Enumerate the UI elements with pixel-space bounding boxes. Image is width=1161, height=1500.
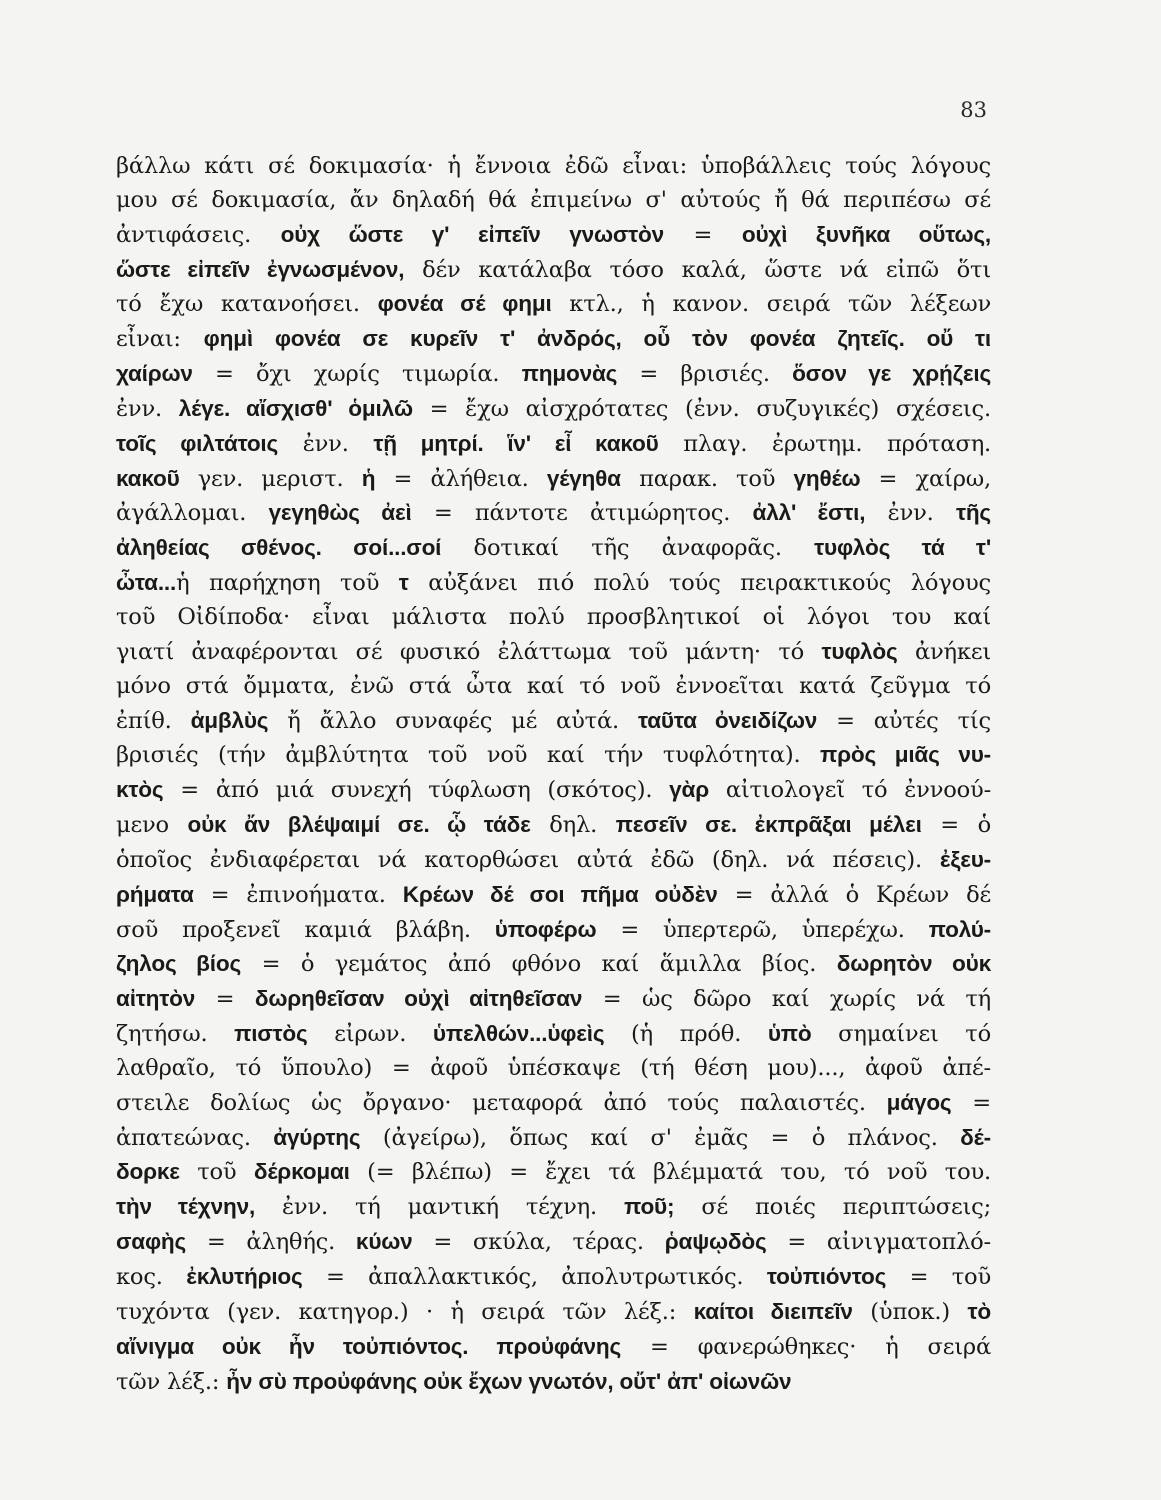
text-line <box>116 392 991 427</box>
lemma-term: οὐχ ὥστε γ' εἰπεῖν γνωστὸν <box>280 221 665 247</box>
gloss-text: τό ἔχω κατανοήσει. <box>116 291 378 318</box>
gloss-text: λαθραῖο, τό ὕπουλο) = ἀφοῦ ὑπέσκαψε (τή θέση μου)..., ἀφοῦ ἀπέ- <box>116 1054 991 1081</box>
gloss-text: = ὡς δῶρο καί χωρίς νά τή <box>582 986 991 1013</box>
lemma-term: τὴν τέχνην, <box>116 1194 256 1220</box>
gloss-text: = <box>195 986 255 1013</box>
lemma-term: δέ- <box>960 1124 991 1150</box>
lemma-term: φημὶ φονέα σε κυρεῖν τ' ἀνδρός, οὗ τὸν φονέα ζητεῖς. οὔ τι <box>203 326 991 352</box>
lemma-term: κακοῦ <box>116 465 180 491</box>
lemma-term: δωρηθεῖσαν οὐχὶ αἰτηθεῖσαν <box>254 986 583 1012</box>
gloss-text: ἐνν. τή μαντική τέχνη. <box>255 1194 624 1221</box>
lemma-term: χαίρων <box>116 361 193 387</box>
lemma-term: τῇ μητρί. ἵν' εἶ κακοῦ <box>373 430 659 456</box>
gloss-text: = αὐτές τίς <box>817 707 991 734</box>
gloss-text: = ὄχι χωρίς τιμωρία. <box>192 361 522 388</box>
lemma-term: Κρέων δέ σοι πῆμα οὐδὲν <box>402 881 718 907</box>
lemma-term: φονέα σέ φημι <box>377 291 552 317</box>
gloss-text: ἐνν. <box>116 395 179 422</box>
gloss-text: πλαγ. ἐρωτημ. πρόταση. <box>658 430 991 457</box>
gloss-text: (= βλέπω) = ἔχει τά βλέμματά του, τό νοῦ του. <box>349 1159 991 1186</box>
text-line <box>116 773 991 808</box>
lemma-term: μάγος <box>886 1089 952 1115</box>
gloss-text: στειλε δολίως ὡς ὄργανο· μεταφορά ἀπό τούς παλαιστές. <box>116 1089 887 1116</box>
gloss-text: τυχόντα (γεν. κατηγορ.) · ἡ σειρά τῶν λέξ.: <box>116 1298 694 1325</box>
text-line <box>116 357 991 392</box>
text-line <box>116 322 991 357</box>
lemma-term: ῥαψῳδὸς <box>664 1229 767 1255</box>
gloss-text: μου σέ δοκιμασία, ἄν δηλαδή θά ἐπιμείνω σ' αὐτούς ἤ θά περιπέσω σέ <box>116 186 991 213</box>
text-line <box>116 808 991 843</box>
lemma-term: δωρητὸν οὐκ <box>836 951 991 977</box>
text-line <box>116 287 991 322</box>
lemma-term: σαφὴς <box>116 1229 187 1255</box>
gloss-text: δηλ. <box>530 812 616 839</box>
gloss-text: = φανερώθηκες· ἡ σειρά <box>621 1333 991 1360</box>
gloss-text: ἀνήκει <box>897 638 991 665</box>
gloss-text: ἤ ἄλλο συναφές μέ αὐτά. <box>268 707 638 734</box>
text-line <box>116 913 991 948</box>
text-line <box>116 184 991 218</box>
gloss-text: γιατί ἀναφέρονται σέ φυσικό ἐλάττωμα τοῦ μάντη· τό <box>116 638 822 665</box>
lemma-term: ἦν σὺ προὐφάνης οὐκ ἔχων γνωτόν, οὔτ' ἀπ' οἰωνῶν <box>226 1368 792 1394</box>
lemma-term: κύων <box>355 1229 413 1255</box>
gloss-text: αἰτιολογεῖ τό ἐννοού- <box>709 777 991 804</box>
text-line <box>116 218 991 253</box>
lemma-term: τοὐπιόντος <box>766 1264 887 1289</box>
gloss-text: ζητήσω. <box>116 1021 235 1048</box>
lemma-term: πρὸς μιᾶς νυ- <box>820 742 991 768</box>
lemma-term: ἐκλυτήριος <box>186 1264 303 1289</box>
gloss-text: = ἐπινοήματα. <box>193 881 403 908</box>
text-line <box>116 1260 991 1295</box>
lemma-term: ρήματα <box>116 881 194 907</box>
lemma-term: πεσεῖν σε. ἐκπρᾶξαι μέλει <box>615 812 922 838</box>
text-line <box>116 1017 991 1052</box>
lemma-term: γὰρ <box>669 777 709 803</box>
text-line <box>116 253 991 288</box>
text-line <box>116 982 991 1017</box>
gloss-text: = χαίρω, <box>860 465 991 492</box>
gloss-text: (ὑποκ.) <box>852 1298 968 1325</box>
lemma-term: τῆς <box>955 500 991 526</box>
gloss-text: = ἀλήθεια. <box>375 465 547 492</box>
text-line <box>116 1121 991 1156</box>
gloss-text: σοῦ προξενεῖ καμιά βλάβη. <box>116 916 495 943</box>
lemma-term: γηθέω <box>793 465 861 491</box>
gloss-text: τῶν λέξ.: <box>116 1368 227 1395</box>
lemma-term: ἀγύρτης <box>273 1124 361 1150</box>
lemma-term: ἡ <box>361 465 376 491</box>
gloss-text: ἀπατεώνας. <box>116 1124 274 1151</box>
lemma-term: τὸ <box>967 1298 991 1324</box>
gloss-text: σέ ποιές περιπτώσεις; <box>674 1194 991 1221</box>
text-line <box>116 1052 991 1086</box>
lemma-term: οὐχὶ ξυνῆκα οὕτως, <box>741 221 991 247</box>
lemma-term: οὐκ ἄν βλέψαιμί σε. ᾧ τάδε <box>187 812 531 838</box>
text-line <box>116 566 991 601</box>
gloss-text: ὁποῖος ἐνδιαφέρεται νά κατορθώσει αὐτά ἐδῶ (δηλ. νά πέσεις). <box>116 846 940 873</box>
gloss-text: = τοῦ <box>886 1264 991 1290</box>
gloss-text: κτλ., ἡ κανον. σειρά τῶν λέξεων <box>551 291 991 318</box>
gloss-text: κος. <box>116 1264 187 1290</box>
lemma-term: ζηλος βίος <box>116 951 241 977</box>
text-line <box>116 947 991 982</box>
lemma-term: πολύ- <box>928 916 991 942</box>
lemma-term: ποῦ; <box>623 1194 675 1220</box>
text-line <box>116 150 991 184</box>
lemma-term: ὥστε εἰπεῖν ἐγνωσμένον, <box>116 256 405 282</box>
lemma-term: τυφλὸς τά τ' <box>814 535 991 561</box>
text-line <box>116 704 991 739</box>
gloss-text: (ἡ πρόθ. <box>604 1021 768 1048</box>
lemma-term: ὑπελθών...ὑφεὶς <box>432 1021 605 1047</box>
gloss-text: ἀγάλλομαι. <box>116 500 269 527</box>
lemma-term: τυφλὸς <box>821 638 898 664</box>
gloss-text: γεν. μεριστ. <box>179 465 362 492</box>
lemma-term: γέγηθα <box>546 465 621 491</box>
gloss-text: ἐνν. <box>278 430 374 457</box>
lemma-term: ἀληθείας σθένος. σοί...σοί <box>116 535 442 561</box>
text-line <box>116 1086 991 1121</box>
lemma-term: ὑποφέρω <box>494 916 597 942</box>
text-line <box>116 1330 991 1365</box>
lemma-term: ἀλλ' ἔστι, <box>752 500 866 526</box>
lemma-term: λέγε. αἴσχισθ' ὁμιλῶ <box>178 395 413 421</box>
lemma-term: καίτοι διειπεῖν <box>693 1298 853 1324</box>
text-line <box>116 878 991 913</box>
gloss-text: δέν κατάλαβα τόσο καλά, ὥστε νά εἰπῶ ὅτι <box>404 256 991 283</box>
lemma-term: πιστὸς <box>234 1021 308 1047</box>
text-line <box>116 738 991 773</box>
lemma-term: αἰτητὸν <box>116 986 196 1012</box>
lemma-term: τ <box>398 570 409 596</box>
lemma-term: αἴνιγμα οὐκ ἦν τοὐπιόντος. προὐφάνης <box>116 1333 621 1359</box>
gloss-text: = ὑπερτερῶ, ὑπερέχω. <box>596 916 929 943</box>
text-line <box>116 1155 991 1190</box>
lemma-term: γεγηθὼς ἀεὶ <box>268 500 412 526</box>
gloss-text: = πάντοτε ἀτιμώρητος. <box>411 500 753 527</box>
gloss-text: = ἀπό μιά συνεχή τύφλωση (σκότος). <box>163 777 670 804</box>
text-line <box>116 601 991 635</box>
gloss-text: βρισιές (τήν ἀμβλύτητα τοῦ νοῦ καί τήν τυφλότητα). <box>116 742 821 769</box>
text-line <box>116 1190 991 1225</box>
lemma-term: ταῦτα ὀνειδίζων <box>637 707 818 733</box>
gloss-text: ἀντιφάσεις. <box>116 221 281 248</box>
gloss-text: ἐνν. <box>865 500 956 527</box>
gloss-text: μενο <box>116 812 188 839</box>
gloss-text: = ὁ γεμάτος ἀπό φθόνο καί ἅμιλλα βίος. <box>241 951 837 978</box>
lemma-term: δέρκομαι <box>253 1159 350 1185</box>
page-number: 83 <box>960 98 987 122</box>
gloss-text: = ἔχω αἰσχρότατες (ἐνν. συζυγικές) σχέσεις. <box>412 395 991 422</box>
gloss-text: εἰρων. <box>307 1021 433 1048</box>
lemma-term: ὑπὸ <box>767 1021 812 1047</box>
lemma-term: ἐξευ- <box>939 846 991 872</box>
gloss-text: ἡ παρήχηση τοῦ <box>176 570 399 597</box>
gloss-text: = <box>664 221 742 248</box>
gloss-text: ἐπίθ. <box>116 707 191 734</box>
gloss-text: μόνο στά ὄμματα, ἐνῶ στά ὦτα καί τό νοῦ ἐννοεῖται κατά ζεῦγμα τό <box>116 672 991 699</box>
text-line <box>116 496 991 531</box>
gloss-text: τοῦ <box>179 1159 254 1186</box>
lemma-term: δορκε <box>116 1159 180 1185</box>
text-line <box>116 1295 991 1330</box>
gloss-text: εἶναι: <box>116 326 204 353</box>
text-line <box>116 427 991 462</box>
text-line <box>116 531 991 566</box>
gloss-text: = ὁ <box>921 812 991 839</box>
gloss-text: (ἀγείρω), ὅπως καί σ' ἐμᾶς = ὁ πλάνος. <box>360 1124 961 1151</box>
lemma-term: ἀμβλὺς <box>190 707 269 733</box>
gloss-text: δοτικαί τῆς ἀναφορᾶς. <box>441 535 815 562</box>
text-line <box>116 843 991 878</box>
gloss-text: = ἀπαλλακτικός, ἀπολυτρωτικός. <box>302 1264 767 1290</box>
commentary-text <box>116 150 991 1399</box>
gloss-text: παρακ. τοῦ <box>620 465 794 492</box>
text-line <box>116 462 991 497</box>
lemma-term: ὦτα... <box>116 570 177 596</box>
gloss-text: σημαίνει τό <box>811 1021 991 1048</box>
lemma-term: ὅσον γε χρῄζεις <box>792 361 991 387</box>
text-line <box>116 670 991 704</box>
gloss-text: = αἰνιγματοπλό- <box>766 1229 991 1256</box>
gloss-text: αὐξάνει πιό πολύ τούς πειρακτικούς λόγους <box>408 570 991 597</box>
lemma-term: τοῖς φιλτάτοις <box>116 430 279 456</box>
text-line <box>116 635 991 670</box>
gloss-text: = ἀλλά ὁ Κρέων δέ <box>717 881 991 908</box>
gloss-text: = <box>951 1089 991 1116</box>
gloss-text: τοῦ Οἰδίποδα· εἶναι μάλιστα πολύ προσβλητικοί οἱ λόγοι του καί <box>116 603 991 630</box>
text-line <box>116 1225 991 1260</box>
gloss-text: = ἀληθής. <box>186 1229 356 1256</box>
lemma-term: κτὸς <box>116 777 164 803</box>
gloss-text: βάλλω κάτι σέ δοκιμασία· ἡ ἔννοια ἐδῶ εἶναι: ὑποβάλλεις τούς λόγους <box>116 153 991 179</box>
text-line <box>116 1365 991 1400</box>
lemma-term: πημονὰς <box>521 361 618 387</box>
gloss-text: = σκύλα, τέρας. <box>412 1229 665 1256</box>
gloss-text: = βρισιές. <box>617 361 793 388</box>
